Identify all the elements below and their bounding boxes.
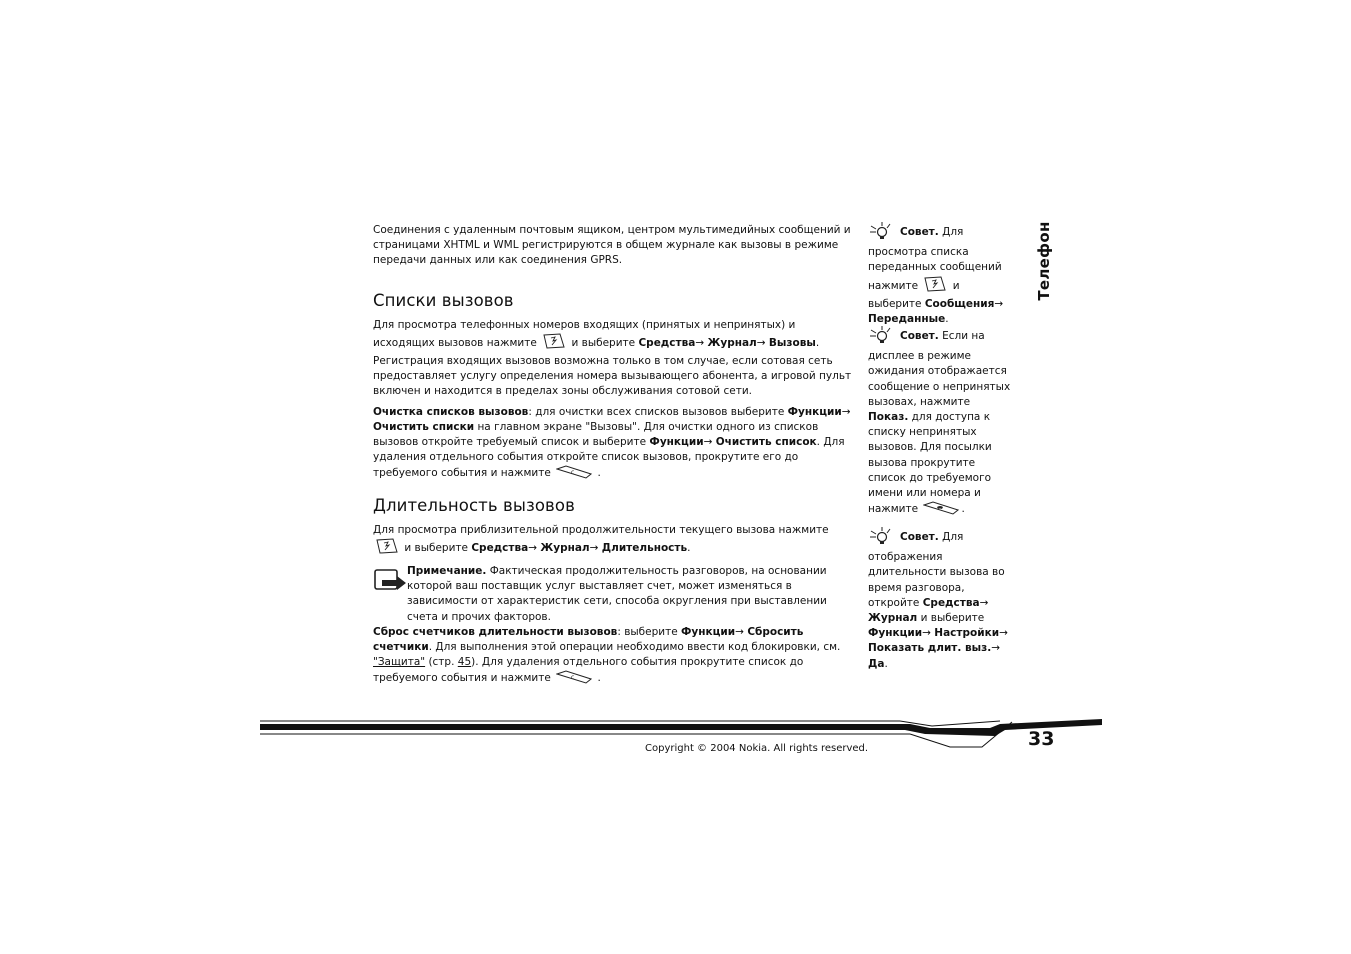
call-key-icon <box>923 501 959 520</box>
sidebar-tip-sent-messages: Совет. Для просмотра списка переданных сообщений нажмите и выберите Сообщения→ Переданные. <box>868 222 1013 327</box>
menu-key-icon <box>923 276 947 297</box>
note-icon <box>373 564 407 625</box>
svg-text:c: c <box>571 674 575 682</box>
sidebar-tip-missed-calls: Совет. Если на дисплее в режиме ожидания отображается сообщение о непринятых вызовах, нажмите Показ. для доступа к списку непринятых вызовов. Для посылки вызова прокрутите список до требуемого имени или номера и нажмите . <box>868 326 1013 520</box>
reset-counters-paragraph: Сброс счетчиков длительности вызовов: выберите Функции→ Сбросить счетчики. Для выполнения этой операции необходимо ввести код блокировки, см. "Защита" (стр. 45). Для удаления отдельного события прокрутите список до требуемого события и нажмите c . <box>373 625 853 690</box>
security-link[interactable]: "Защита" <box>373 656 426 669</box>
clear-key-icon <box>556 670 592 689</box>
call-duration-paragraph: Для просмотра приблизительной продолжительности текущего вызова нажмите и выберите Средства→ Журнал→ Длительность. <box>373 523 853 559</box>
lightbulb-tip-icon <box>868 527 896 550</box>
lightbulb-tip-icon <box>868 326 896 349</box>
lightbulb-tip-icon <box>868 222 896 245</box>
section-heading-call-duration: Длительность вызовов <box>373 495 575 515</box>
clear-key-icon <box>556 465 592 484</box>
copyright-notice: Copyright © 2004 Nokia. All rights reserved. <box>645 743 869 754</box>
clear-call-lists-paragraph: Очистка списков вызовов: для очистки всех списков вызовов выберите Функции→ Очистить списки на главном экране "Вызовы". Для очистки одного из списков вызовов откройте требуемый список и выберите Функции→ Очистить список. Для удаления отдельного события откройте список вызовов, прокрутите его до требуемого события и нажмите c . <box>373 405 853 485</box>
note-block <box>373 564 853 625</box>
main-column <box>373 223 853 690</box>
svg-text:c: c <box>571 469 575 477</box>
note-label: Примечание. <box>407 565 487 578</box>
section-heading-call-lists: Списки вызовов <box>373 290 514 310</box>
menu-key-icon <box>375 538 399 559</box>
menu-key-icon <box>542 333 566 354</box>
sidebar-tip-call-duration: Совет. Для отображения длительности вызова во время разговора, откройте Средства→ Журнал и выберите Функции→ Настройки→ Показать длит. выз.→ Да. <box>868 527 1013 672</box>
section-tab-label: Телефон <box>1035 221 1053 301</box>
page-45-link[interactable]: 45 <box>457 656 472 669</box>
note-text: Фактическая продолжительность разговоров, на основании которой ваш поставщик услуг выставляет счет, может изменяться в зависимости от характеристик сети, способа округления при выставлении счета и прочих факторов. <box>407 565 827 623</box>
section-tab <box>1034 222 1054 302</box>
intro-paragraph: Соединения с удаленным почтовым ящиком, центром мультимедийных сообщений и страницами XHTML и WML регистрируются в общем журнале как вызовы в режиме передачи данных или как соединения GPRS. <box>373 224 851 267</box>
call-lists-paragraph: Для просмотра телефонных номеров входящих (принятых и непринятых) и исходящих вызовов нажмите и выберите Средства→ Журнал→ Вызовы. Регистрация входящих вызовов возможна только в том случае, если сотовая сеть предоставляет услугу определения номера вызывающего абонента, а игровой пульт включен и находится в пределах зоны обслуживания сотовой сети. <box>373 318 852 398</box>
page-number: 33 <box>1028 728 1055 750</box>
